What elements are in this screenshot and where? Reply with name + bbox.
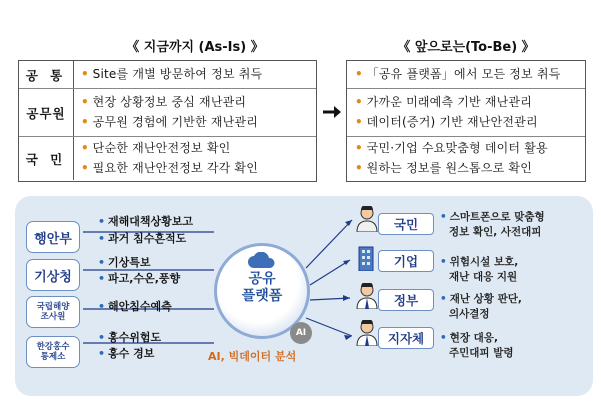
source-org-kma: 기상청 [26,259,80,291]
source-info: • 홍수 경보 [98,347,155,360]
to-be-line: • 가까운 미래예측 기반 재난관리 [355,95,533,109]
as-is-line: • 필요한 재난안전정보 각각 확인 [81,161,259,175]
category-label: 국 민 [19,137,74,180]
source-info: • 해안침수예측 [98,300,172,313]
as-is-line: • Site를 개별 방문하여 정보 취득 [81,67,263,81]
building-icon [356,245,376,275]
as-is-line: • 공무원 경험에 기반한 재난관리 [81,115,259,129]
source-info: • 과거 침수흔적도 [98,232,187,245]
target-citizen: 국민 [378,213,434,235]
person-icon [356,206,378,236]
as-is-line: • 단순한 재난안전정보 확인 [81,141,231,155]
target-local-gov: 지자체 [378,327,434,349]
source-org-hrfco: 한강홍수 통제소 [26,336,80,368]
as-is-line: • 현장 상황정보 중심 재난관리 [81,95,247,109]
category-label: 공무원 [19,89,74,136]
source-info: • 파고,수온,풍향 [98,272,181,285]
target-desc: • 재난 상황 판단, 의사결정 [440,293,522,320]
hub-caption: AI, 빅데이터 분석 [208,350,297,363]
to-be-line: • 원하는 정보를 원스톱으로 확인 [355,161,533,175]
to-be-line: • 「공유 플랫폼」에서 모든 정보 취득 [355,67,561,81]
target-desc: • 위험시설 보호, 재난 대응 지원 [440,256,519,283]
to-be-line: • 데이터(증거) 기반 재난안전관리 [355,115,538,129]
target-government: 정부 [378,289,434,311]
source-org-mois: 행안부 [26,221,80,253]
category-label: 공 통 [19,61,74,88]
source-info: • 홍수위험도 [98,331,162,344]
person-icon [356,320,378,350]
ai-badge-icon: AI [290,322,312,344]
source-org-khoa: 국립해양 조사원 [26,296,80,328]
to-be-line: • 국민·기업 수요맞춤형 데이터 활용 [355,141,548,155]
hub-label: 공유 플랫폼 [241,271,283,304]
as-is-header: 《 지금까지 (As-Is) 》 [100,37,290,59]
target-business: 기업 [378,250,434,272]
target-desc: • 스마트폰으로 맞춤형 정보 확인, 사전대피 [440,211,545,238]
person-icon [356,283,378,313]
to-be-header: 《 앞으로는(To-Be) 》 [376,37,556,59]
source-info: • 기상특보 [98,256,151,269]
source-info: • 재해대책상황보고 [98,215,194,228]
target-desc: • 현장 대응, 주민대피 발령 [440,332,514,359]
